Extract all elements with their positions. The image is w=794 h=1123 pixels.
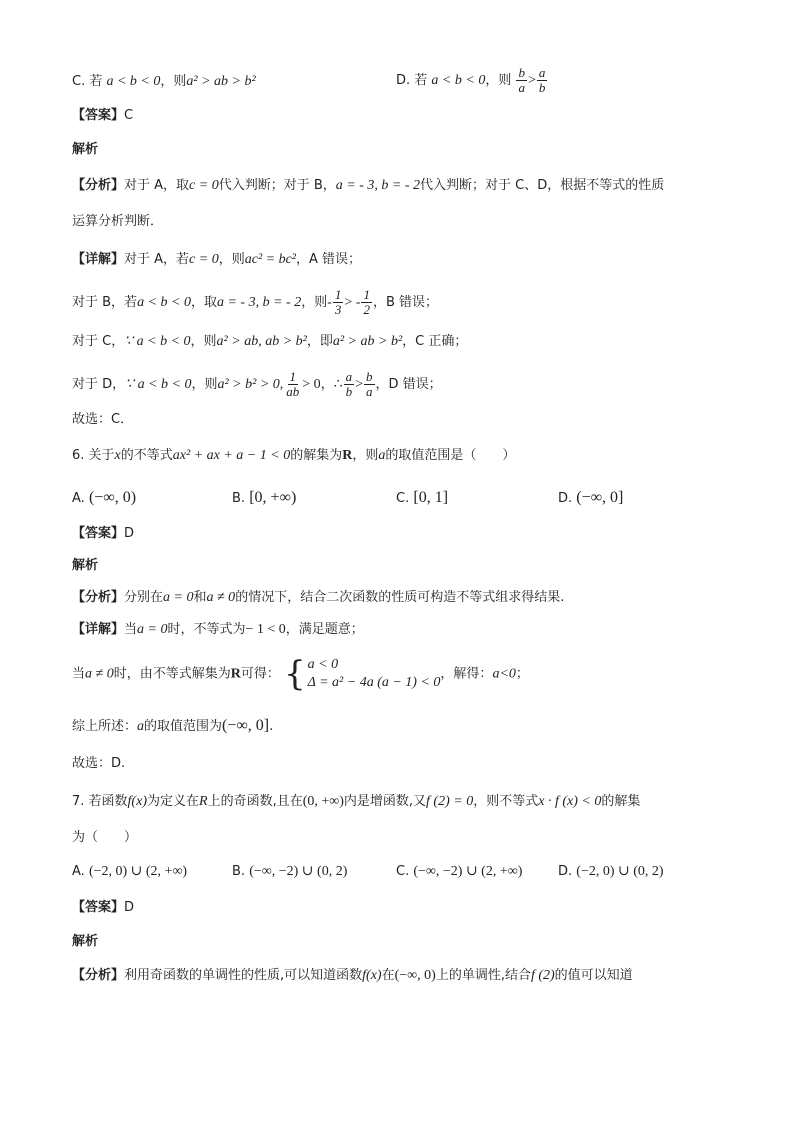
q7-fenxi: 【分析】利用奇函数的单调性的性质,可以知道函数f(x)在(−∞, 0)上的单调性,结合f (2)的值可以知道 (72, 968, 633, 983)
q5-xiangjie-line2: 对于 B，若a < b < 0，取a = - 3, b = - 2，则- $\frac{1}{3}$ > - $\frac{1}{2}$ ，B 错误； (72, 287, 439, 317)
q6-xiangjie-line2: 当a ≠ 0时，由不等式解集为R可得： { a < 0 Δ = a² − 4a (a − 1) < 0 ，解得：a<0； (72, 654, 529, 694)
q6-option-c: C. [0, 1] (396, 489, 449, 506)
q5-option-d-cond: a < b < 0 (431, 73, 486, 88)
q7-option-d: D. (−2, 0) ∪ (0, 2) (558, 864, 664, 879)
q6-option-d: D. (−∞, 0] (558, 489, 624, 506)
q5-option-c-cond: a < b < 0 (106, 74, 161, 89)
q6-fenxi: 【分析】分别在a = 0和a ≠ 0的情况下，结合二次函数的性质可构造不等式组求得结果. (72, 590, 565, 605)
q5-xiangjie-line3: 对于 C，∵ a < b < 0，则a² > ab, ab > b²，即a² > ab > b²，C 正确； (72, 334, 468, 349)
q5-frac-b-over-a: $\frac{b}{a}$ (366, 369, 373, 399)
q6-answer: 【答案】D (72, 526, 135, 541)
q6-option-b: B. [0, +∞) (232, 489, 297, 506)
q5-option-c-sep: ，则 (160, 74, 187, 89)
q5-option-d-sep: ，则 (485, 73, 512, 88)
q7-stem-line1: 7. 若函数f(x)为定义在R上的奇函数,且在(0, +∞)内是增函数,又f (2) = 0，则不等式x · f (x) < 0的解集 (72, 794, 641, 809)
q5-choose: 故选：C． (72, 412, 134, 427)
q5-analysis-heading: 解析 (72, 142, 99, 157)
q7-option-b: B. (−∞, −2) ∪ (0, 2) (232, 864, 348, 879)
q6-xiangjie-line3: 综上所述：a的取值范围为(−∞, 0]. (72, 717, 274, 734)
q5-option-d-frac-right: $\frac{a}{b}$ (538, 65, 546, 95)
q6-option-a: A. (−∞, 0) (72, 489, 137, 506)
q5-option-d-frac-left: $\frac{b}{a}$ (518, 65, 525, 95)
q7-analysis-heading: 解析 (72, 934, 99, 949)
q6-inequality-system: { a < 0 Δ = a² − 4a (a − 1) < 0 (284, 654, 441, 694)
q5-option-d-label: D. 若 (396, 73, 428, 88)
q7-stem-line2: 为（ ） (72, 830, 138, 845)
q5-fenxi-line1: 【分析】对于 A，取c = 0代入判断；对于 B，a = - 3, b = - 2代入判断；对于 C、D，根据不等式的性质 (72, 178, 665, 193)
q5-frac-one-over-ab: $\frac{1}{ab}$ (286, 369, 300, 399)
q7-option-a: A. (−2, 0) ∪ (2, +∞) (72, 864, 188, 879)
q6-choose: 故选：D. (72, 756, 126, 771)
q5-xiangjie-line4: 对于 D，∵ a < b < 0，则a² > b² > 0, $\frac{1}{ab}$ > 0，∴ $\frac{a}{b}$ > $\frac{b}{a}$ ，D 错误； (72, 369, 442, 399)
q6-analysis-heading: 解析 (72, 558, 99, 573)
q5-option-c-expr: a² > ab > b² (186, 74, 256, 89)
q5-answer: 【答案】C (72, 108, 134, 123)
q6-stem: 6. 关于x的不等式ax² + ax + a − 1 < 0的解集为R，则a的取值范围是（ ） (72, 448, 516, 463)
q5-option-c (72, 72, 256, 92)
q6-xiangjie-line1: 【详解】当a = 0时，不等式为− 1 < 0，满足题意； (72, 622, 364, 637)
q5-frac-one-third: $\frac{1}{3}$ (334, 287, 342, 317)
q7-option-c: C. (−∞, −2) ∪ (2, +∞) (396, 864, 523, 879)
q5-frac-a-over-b: $\frac{a}{b}$ (345, 369, 353, 399)
q5-frac-one-half: $\frac{1}{2}$ (363, 287, 370, 317)
q7-answer: 【答案】D (72, 900, 135, 915)
q5-option-d-gt: > (527, 73, 536, 88)
q5-option-c-label: C. 若 (72, 74, 103, 89)
q5-xiangjie-line1: 【详解】对于 A，若c = 0，则ac² = bc²，A 错误； (72, 252, 362, 267)
q5-option-d (396, 66, 548, 95)
q5-fenxi-line2: 运算分析判断． (72, 214, 164, 229)
